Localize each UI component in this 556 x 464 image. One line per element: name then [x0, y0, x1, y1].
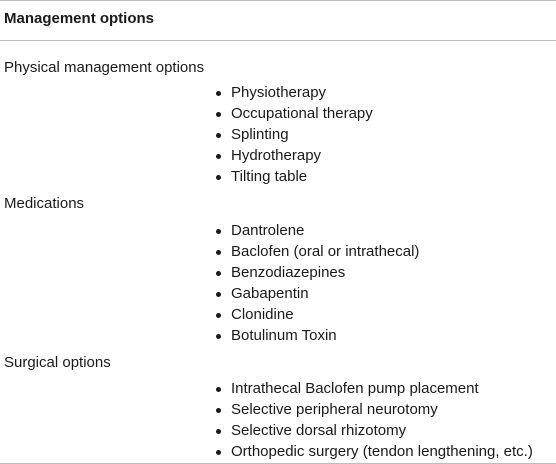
list-item-label: Orthopedic surgery (tendon lengthening, etc.)	[231, 443, 533, 460]
bullet-icon	[216, 387, 221, 392]
list-item-label: Dantrolene	[231, 222, 305, 239]
section-title-surgical: Surgical options	[4, 354, 111, 371]
bullet-icon	[216, 450, 221, 455]
bullet-icon	[216, 408, 221, 413]
list-item-label: Selective peripheral neurotomy	[231, 401, 438, 418]
bullet-icon	[216, 91, 221, 96]
list-item	[216, 125, 289, 145]
bullet-icon	[216, 133, 221, 138]
bullet-icon	[216, 112, 221, 117]
list-item	[216, 400, 438, 420]
list-item-label: Hydrotherapy	[231, 147, 322, 164]
list-item	[216, 421, 406, 441]
list-item-label: Intrathecal Baclofen pump placement	[231, 380, 479, 397]
list-item	[216, 242, 419, 262]
list-item-label: Tilting table	[231, 168, 308, 185]
bullet-icon	[216, 271, 221, 276]
section-title-medications: Medications	[4, 195, 85, 212]
list-item	[216, 284, 309, 304]
bullet-icon	[216, 334, 221, 339]
list-item-label: Physiotherapy	[231, 84, 327, 101]
list-item	[216, 442, 533, 462]
section-title-physical: Physical management options	[4, 59, 205, 76]
list-item-label: Selective dorsal rhizotomy	[231, 422, 407, 439]
header-divider	[0, 40, 556, 41]
table-top-rule	[0, 0, 556, 1]
bullet-icon	[216, 250, 221, 255]
list-item	[216, 305, 294, 325]
list-item	[216, 167, 307, 187]
bullet-icon	[216, 154, 221, 159]
list-item-label: Splinting	[231, 126, 289, 143]
bullet-icon	[216, 292, 221, 297]
list-item-label: Baclofen (oral or intrathecal)	[231, 243, 420, 260]
list-item	[216, 263, 345, 283]
bullet-icon	[216, 229, 221, 234]
list-item-label: Clonidine	[231, 306, 294, 323]
list-item	[216, 326, 337, 346]
list-item	[216, 379, 479, 399]
table-header: Management options	[4, 10, 155, 27]
list-item	[216, 146, 321, 166]
list-item-label: Botulinum Toxin	[231, 327, 337, 344]
bullet-icon	[216, 313, 221, 318]
bullet-icon	[216, 429, 221, 434]
list-item-label: Benzodiazepines	[231, 264, 346, 281]
bullet-icon	[216, 175, 221, 180]
list-item	[216, 83, 326, 103]
list-item	[216, 104, 373, 124]
list-item-label: Occupational therapy	[231, 105, 373, 122]
list-item	[216, 221, 304, 241]
list-item-label: Gabapentin	[231, 285, 309, 302]
